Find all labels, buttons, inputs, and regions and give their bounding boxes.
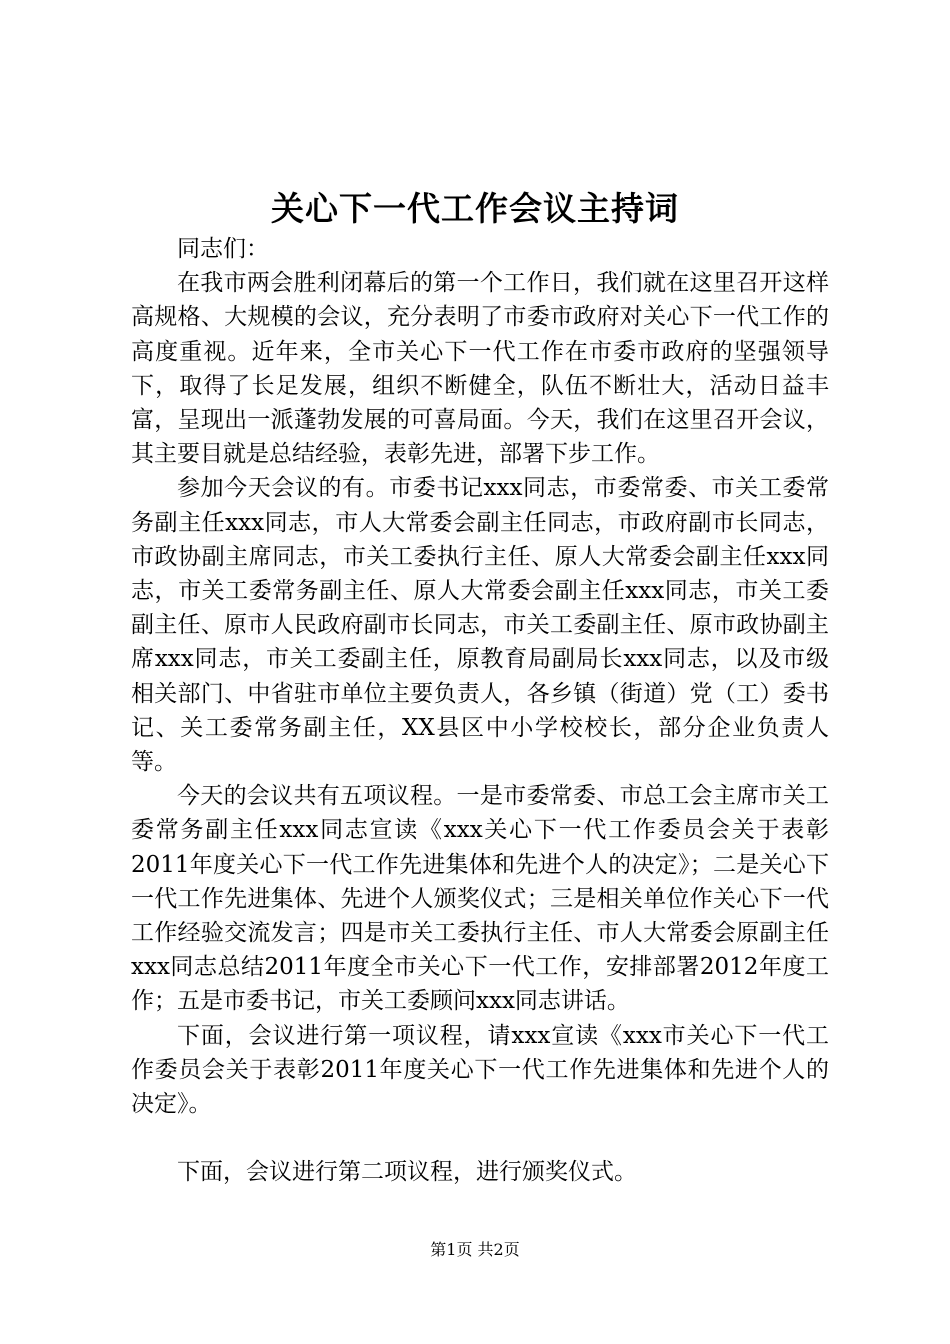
document-body xyxy=(131,232,829,1189)
body-paragraph: 参加今天会议的有。市委书记xxx同志，市委常委、市关工委常务副主任xxx同志，市人大常委会副主任同志，市政府副市长同志，市政协副主席同志，市关工委执行主任、原人大常委会副主任xxx同志，市关工委常务副主任、原人大常委会副主任xxx同志，市关工委副主任、原市人民政府副市长同志，市关工委副主任、原市政协副主席xxx同志，市关工委副主任，原教育局副局长xxx同志，以及市级相关部门、中省驻市单位主要负责人，各乡镇（街道）党（工）委书记、关工委常务副主任，XX县区中小学校校长，部分企业负责人等。 xyxy=(131,475,829,776)
greeting-paragraph: 同志们： xyxy=(177,236,269,262)
body-paragraph: 下面，会议进行第二项议程，进行颁奖仪式。 xyxy=(177,1159,637,1186)
document-title: 关心下一代工作会议主持词 xyxy=(271,189,679,228)
body-paragraph: 下面，会议进行第一项议程，请xxx宣读《xxx市关心下一代工作委员会关于表彰2011年度关心下一代工作先进集体和先进个人的决定》。 xyxy=(131,1022,829,1118)
body-paragraph: 在我市两会胜利闭幕后的第一个工作日，我们就在这里召开这样高规格、大规模的会议，充分表明了市委市政府对关心下一代工作的高度重视。近年来，全市关心下一代工作在市委市政府的坚强领导下，取得了长足发展，组织不断健全，队伍不断壮大，活动日益丰富，呈现出一派蓬勃发展的可喜局面。今天，我们在这里召开会议，其主要目就是总结经验，表彰先进，部署下步工作。 xyxy=(131,270,829,468)
body-paragraph: 今天的会议共有五项议程。一是市委常委、市总工会主席市关工委常务副主任xxx同志宣读《xxx关心下一代工作委员会关于表彰2011年度关心下一代工作先进集体和先进个人的决定》；二是关心下一代工作先进集体、先进个人颁奖仪式；三是相关单位作关心下一代工作经验交流发言；四是市关工委执行主任、市人大常委会原副主任xxx同志总结2011年度全市关心下一代工作，安排部署2012年度工作；五是市委书记，市关工委顾问xxx同志讲话。 xyxy=(131,783,829,1015)
page-footer: 第1页 共2页 xyxy=(430,1240,520,1259)
